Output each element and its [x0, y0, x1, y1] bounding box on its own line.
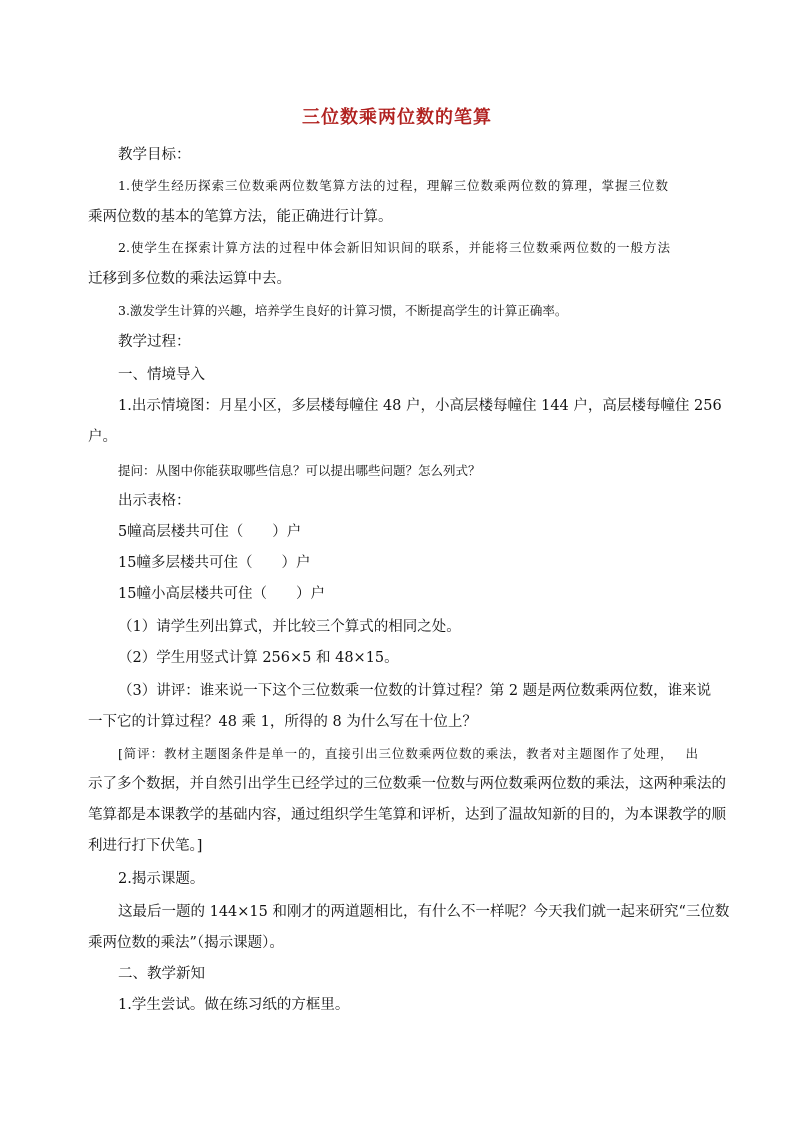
section-heading-goals: 教学目标： [118, 147, 191, 163]
paragraph-line: 户。 [88, 429, 117, 445]
paragraph-line: 一下它的计算过程？48 乘 1，所得的 8 为什么写在十位上？ [88, 714, 477, 730]
paragraph-line: 乘两位数的乘法”（揭示课题）。 [88, 935, 284, 951]
table-item: 5幢高层楼共可住（ ）户 [118, 524, 302, 540]
paragraph-line: 乘两位数的基本的笔算方法，能正确进行计算。 [88, 209, 393, 225]
paragraph-line: 出示表格： [118, 493, 191, 509]
comment-line: [简评：教材主题图条件是单一的，直接引出三位数乘两位数的乘法，教者对主题图作了处理， 出 [118, 746, 698, 761]
paragraph-line: 迁移到多位数的乘法运算中去。 [88, 271, 291, 287]
section-heading-process: 教学过程： [118, 334, 191, 350]
paragraph-line: 1.出示情境图：月星小区，多层楼每幢住 48 户，小高层楼每幢住 144 户，高层楼每幢住 256 [118, 398, 722, 414]
table-item: 15幢小高层楼共可住（ ）户 [118, 586, 325, 602]
paragraph-line: 2.揭示课题。 [118, 871, 205, 887]
comment-line: 笔算都是本课教学的基础内容，通过组织学生笔算和评析，达到了温故知新的目的，为本课教学的顺 [88, 807, 726, 823]
paragraph-line: 这最后一题的 144×15 和刚才的两道题相比，有什么不一样呢？今天我们就一起来研究“三位数 [118, 904, 730, 920]
paragraph-line: 3.激发学生计算的兴趣，培养学生良好的计算习惯，不断提高学生的计算正确率。 [118, 303, 568, 318]
comment-line: 利进行打下伏笔。] [88, 838, 203, 854]
paragraph-line: （2）学生用竖式计算 256×5 和 48×15。 [118, 650, 399, 666]
section-heading-intro: 一、情境导入 [118, 367, 205, 383]
section-heading-new: 二、教学新知 [118, 966, 205, 982]
comment-line: 示了多个数据，并自然引出学生已经学过的三位数乘一位数与两位数乘两位数的乘法，这两种乘法的 [88, 776, 726, 792]
document-title: 三位数乘两位数的笔算 [302, 107, 492, 128]
paragraph-line: 1.使学生经历探索三位数乘两位数笔算方法的过程，理解三位数乘两位数的算理，掌握三位数 [118, 178, 668, 193]
paragraph-line: 提问：从图中你能获取哪些信息？可以提出哪些问题？怎么列式？ [118, 463, 481, 478]
paragraph-line: 2.使学生在探索计算方法的过程中体会新旧知识间的联系，并能将三位数乘两位数的一般方法 [118, 240, 670, 255]
paragraph-line: （3）讲评：谁来说一下这个三位数乘一位数的计算过程？第 2 题是两位数乘两位数，谁来说 [118, 683, 712, 699]
paragraph-line: 1.学生尝试。做在练习纸的方框里。 [118, 997, 350, 1013]
table-item: 15幢多层楼共可住（ ）户 [118, 555, 311, 571]
paragraph-line: （1）请学生列出算式，并比较三个算式的相同之处。 [118, 619, 461, 635]
